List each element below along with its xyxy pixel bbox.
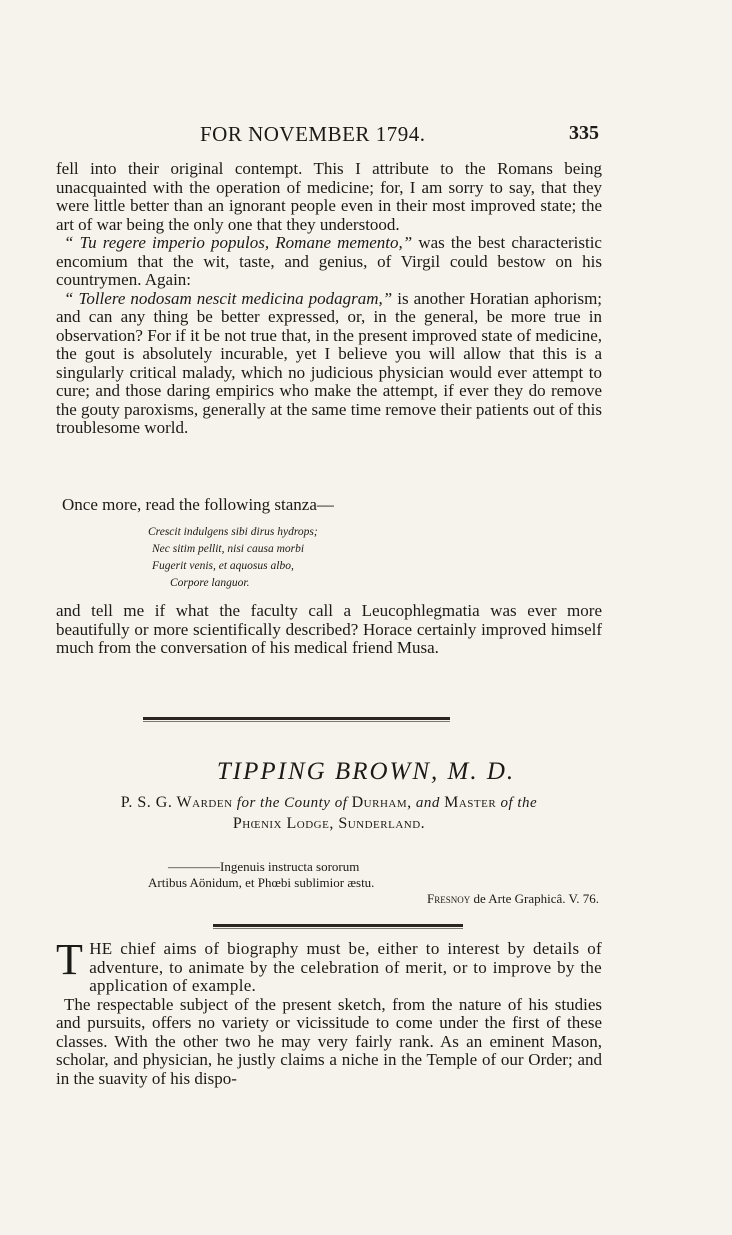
office-line-2 [56,815,602,833]
stanza-line: Corpore languor. [170,577,250,589]
section-divider [143,717,450,720]
virgil-quote: “ Tu regere imperio populos, Romane memento,” [64,233,413,252]
page-number: 335 [569,122,599,144]
office-title: Master [444,794,497,811]
epigraph-line: ————Ingenuis instructa sororum [168,859,360,874]
office-connector: and [415,795,440,811]
essay-paragraph-2-text: was the best characteristic encomium that the wit, taste, and genius, of Virgil could bestow on his countrymen. Again: [56,233,602,289]
office-line-1 [56,794,602,812]
office-connector: for the County of [236,795,348,811]
stanza-line: Nec sitim pellit, nisi causa morbi [152,543,305,555]
essay-paragraph-3-text: is another Horatian aphorism; and can any thing be better expressed, or, in the general, be more true in observation? For if it be not true that, in the present improved state of medicine, the gout is absolutely incurable, yet I believe you will allow that this is a singularly critical malady, which no judicious physician would ever attempt to cure; and those daring empirics who make the attempt, if ever they do remove the gouty paroxisms, generally at the same time remove their patients out of this troublesome world. [56,288,603,437]
memoir-paragraph-1-text: HE chief aims of biography must be, either to interest by details of adventure, to animate by the celebration of merit, or to improve by the application of example. [89,939,602,995]
memoir-paragraph-2: The respectable subject of the present sketch, from the nature of his studies and pursuits, offers no variety or vicissitude to come under the first of these classes. With the other two he may very fairly rank. As an eminent Mason, scholar, and physician, he justly claims a niche in the Temple of our Order; and in the suavity of his dispo- [56,994,602,1088]
lodge-name: Phœnix Lodge, Sunderland. [232,815,426,832]
epigraph-divider [213,924,463,927]
essay-conclusion [56,602,602,658]
essay-paragraph-2 [56,234,602,290]
epigraph-divider-thin [213,928,463,929]
epigraph-author: Fresnoy [426,891,471,906]
essay-paragraph-1: fell into their original contempt. This I attribute to the Romans being unacquainted with the operation of medicine; for, I am sorry to say, that they were little better than an ignorant people even in their most improved state; the art of war being the only one that they understood. [56,159,602,234]
memoir-heading: TIPPING BROWN, M. D. [216,758,516,785]
horace-quote: “ Tollere nodosam nescit medicina podagram,” [64,288,393,308]
essay-continuation [56,160,602,438]
epigraph-line: Artibus Aönidum, et Phœbi sublimior æstu. [148,875,375,890]
memoir-body [56,935,602,1088]
epigraph-attribution [148,890,599,907]
stanza-intro: Once more, read the following stanza— [62,495,334,514]
drop-cap: T [56,935,84,984]
epigraph-work: de Arte Graphicâ. V. 76. [473,891,599,906]
essay-paragraph-3 [56,290,602,438]
memoir-paragraph-1 [56,935,602,996]
stanza-line: Fugerit venis, et aquosus albo, [152,560,294,572]
essay-paragraph-4: and tell me if what the faculty call a Leucophlegmatia was ever more beautifully or more scientifically described? Horace certainly improved himself much from the conversation of his medical friend Musa. [56,601,602,657]
running-title: FOR NOVEMBER 1794. [200,122,426,146]
latin-stanza [148,524,318,592]
stanza-line: Crescit indulgens sibi dirus hydrops; [148,526,318,538]
running-head [0,122,732,152]
office-connector: of the [500,795,538,811]
section-divider-thin [143,721,450,722]
office-county: Durham, [351,794,412,811]
office-title: P. S. G. Warden [120,794,233,811]
